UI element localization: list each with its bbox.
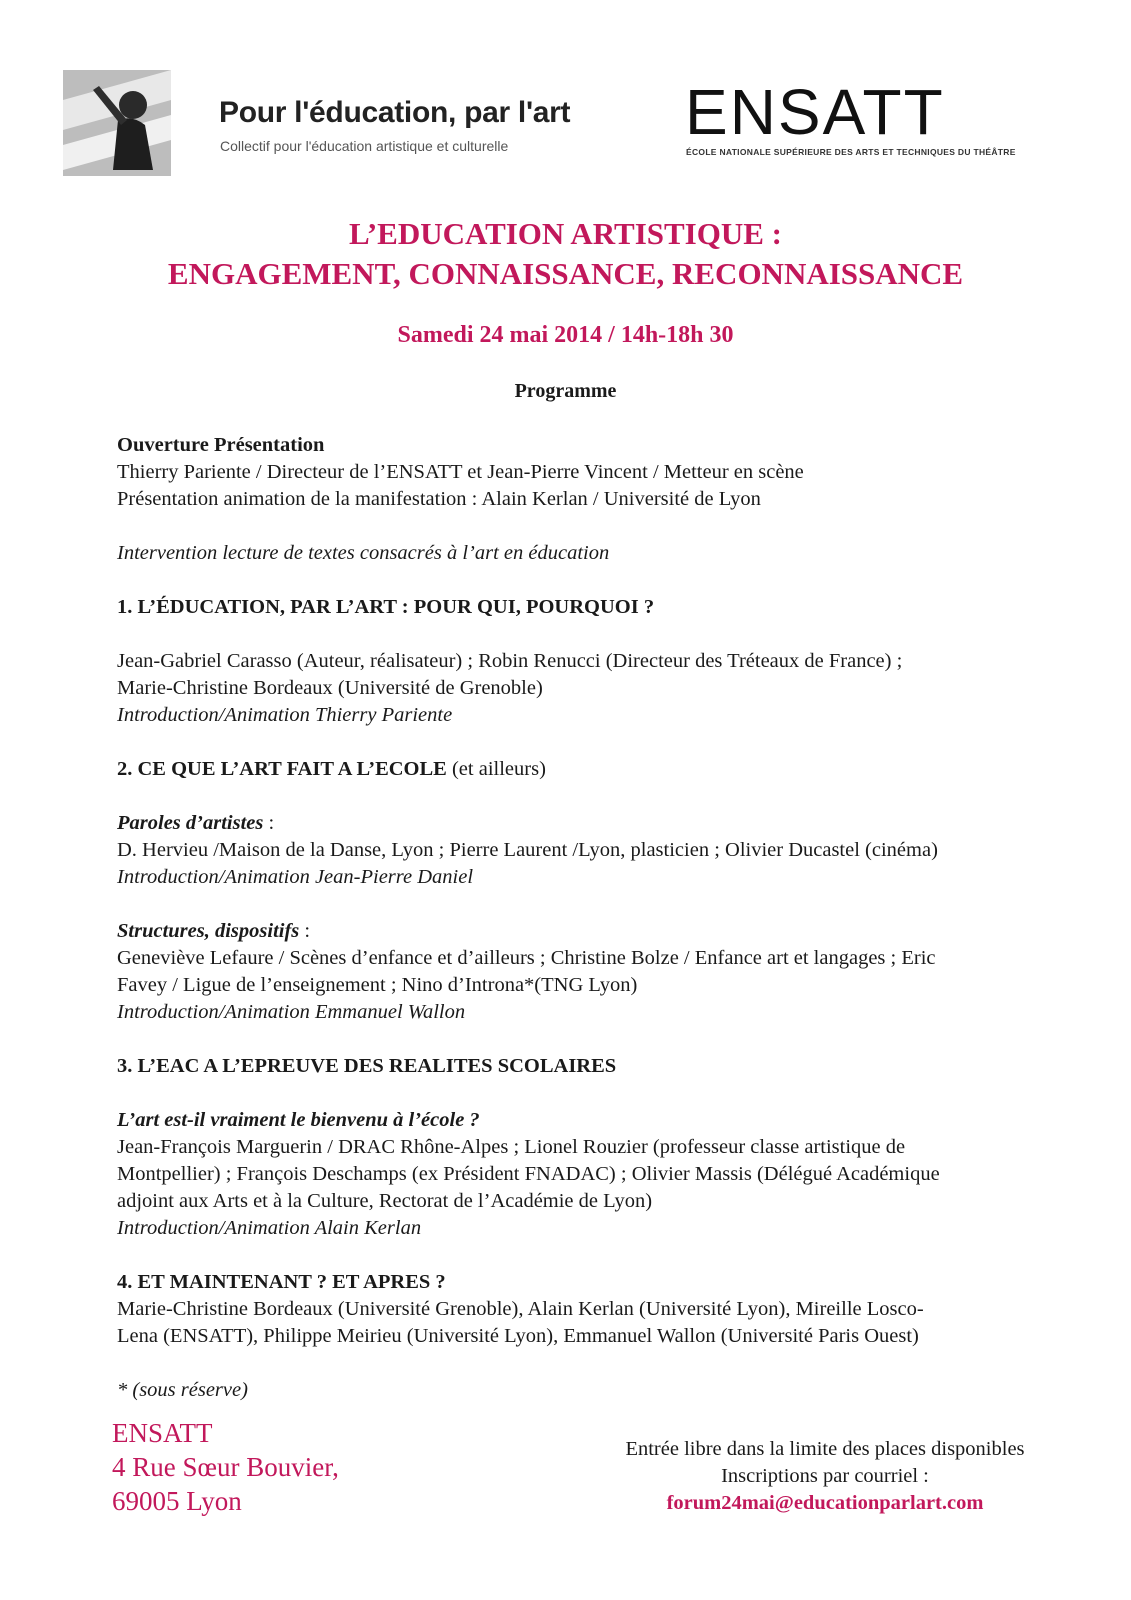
section-3-line-1: Jean-François Marguerin / DRAC Rhône-Alpes ; Lionel Rouzier (professeur classe artistique de	[117, 1136, 906, 1158]
event-date: Samedi 24 mai 2014 / 14h-18h 30	[397, 322, 734, 348]
structures-line-2: Favey / Ligue de l’enseignement ; Nino d’Introna*(TNG Lyon)	[117, 974, 638, 996]
paroles-colon: :	[263, 812, 275, 834]
section-4-heading: 4. ET MAINTENANT ? ET APRES ?	[117, 1271, 446, 1293]
ensatt-subtitle: ÉCOLE NATIONALE SUPÉRIEURE DES ARTS ET TECHNIQUES DU THÉÂTRE	[686, 147, 1016, 157]
section-3-heading: 3. L’EAC A L’EPREUVE DES REALITES SCOLAIRES	[117, 1055, 617, 1077]
footnote: * (sous réserve)	[117, 1379, 248, 1401]
section-3-line-3: adjoint aux Arts et à la Culture, Rectorat de l’Académie de Lyon)	[117, 1190, 653, 1212]
section-2-heading-main: 2. CE QUE L’ART FAIT A L’ECOLE	[117, 758, 447, 780]
address-line-1: ENSATT	[112, 1418, 213, 1448]
structures-label: Structures, dispositifs	[117, 920, 300, 942]
programme-heading: Programme	[514, 380, 617, 402]
address-line-3: 69005 Lyon	[112, 1486, 242, 1516]
section-3-line-2: Montpellier) ; François Deschamps (ex Président FNADAC) ; Olivier Massis (Délégué Académique	[117, 1163, 940, 1185]
paroles-heading	[117, 810, 1047, 837]
collective-logo-photo	[63, 70, 171, 176]
entry-text: Entrée libre dans la limite des places disponibles	[625, 1438, 1025, 1460]
section-4-line-2: Lena (ENSATT), Philippe Meirieu (Université Lyon), Emmanuel Wallon (Université Paris Ouest)	[117, 1325, 919, 1347]
section-4-line-1: Marie-Christine Bordeaux (Université Grenoble), Alain Kerlan (Université Lyon), Mireille Losco-	[117, 1298, 924, 1320]
registration-info	[595, 1436, 1055, 1517]
opening-heading: Ouverture Présentation	[117, 434, 325, 456]
ensatt-logo: ENSATT	[685, 76, 945, 148]
title-line-2: ENGAGEMENT, CONNAISSANCE, RECONNAISSANCE	[167, 256, 964, 291]
paroles-line: D. Hervieu /Maison de la Danse, Lyon ; Pierre Laurent /Lyon, plasticien ; Olivier Ducastel (cinéma)	[117, 839, 938, 861]
title-line-1: L’EDUCATION ARTISTIQUE :	[348, 216, 783, 251]
programme-content	[117, 432, 1047, 1404]
opening-line-2: Présentation animation de la manifestation : Alain Kerlan / Université de Lyon	[117, 488, 761, 510]
opening-line-1: Thierry Pariente / Directeur de l’ENSATT et Jean-Pierre Vincent / Metteur en scène	[117, 461, 804, 483]
section-2-heading	[117, 756, 1047, 783]
section-1-intro: Introduction/Animation Thierry Pariente	[117, 704, 453, 726]
section-1-line-1: Jean-Gabriel Carasso (Auteur, réalisateur) ; Robin Renucci (Directeur des Tréteaux de France) ;	[117, 650, 903, 672]
structures-heading	[117, 918, 1047, 945]
org-subtitle: Collectif pour l'éducation artistique et culturelle	[220, 138, 509, 154]
section-3-intro: Introduction/Animation Alain Kerlan	[117, 1217, 422, 1239]
section-1-heading: 1. L’ÉDUCATION, PAR L’ART : POUR QUI, POURQUOI ?	[117, 596, 655, 618]
org-name: Pour l'éducation, par l'art	[219, 96, 571, 129]
registration-email-link[interactable]: forum24mai@educationparlart.com	[666, 1492, 984, 1514]
section-2-heading-suffix: (et ailleurs)	[446, 758, 546, 780]
paroles-label: Paroles d’artistes	[117, 812, 264, 834]
structures-intro: Introduction/Animation Emmanuel Wallon	[117, 1001, 466, 1023]
intervention-line: Intervention lecture de textes consacrés à l’art en éducation	[117, 542, 610, 564]
address-line-2: 4 Rue Sœur Bouvier,	[112, 1452, 339, 1482]
paroles-intro: Introduction/Animation Jean-Pierre Daniel	[117, 866, 474, 888]
section-1-line-2: Marie-Christine Bordeaux (Université de Grenoble)	[117, 677, 543, 699]
structures-line-1: Geneviève Lefaure / Scènes d’enfance et d’ailleurs ; Christine Bolze / Enfance art et langages ; Eric	[117, 947, 936, 969]
venue-address	[112, 1416, 339, 1518]
registration-text: Inscriptions par courriel :	[721, 1465, 929, 1487]
section-3-question: L’art est-il vraiment le bienvenu à l’école ?	[117, 1109, 480, 1131]
structures-colon: :	[299, 920, 311, 942]
